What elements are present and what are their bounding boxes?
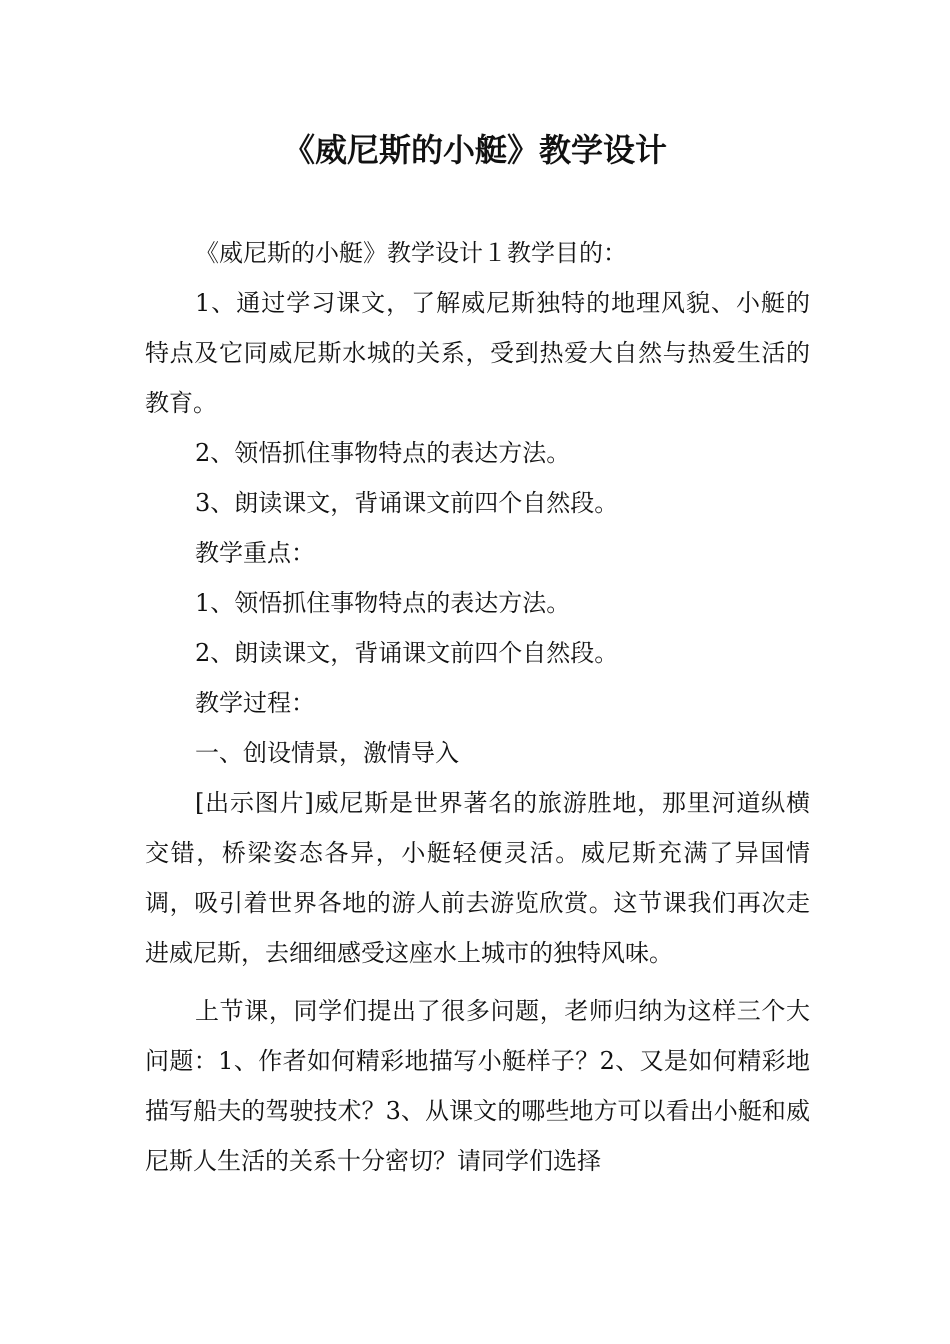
document-title: 《威尼斯的小艇》教学设计: [282, 131, 667, 169]
paragraph-key-point-1: 1、领悟抓住事物特点的表达方法。: [195, 589, 571, 617]
paragraph-venice-intro: [出示图片]威尼斯是世界著名的旅游胜地，那里河道纵横交错，桥梁姿态各异，小艇轻便灵活。威尼斯充满了异国情调，吸引着世界各地的游人前去游览欣赏。这节课我们再次走进威尼斯，去细细感受这座水上城市的独特风味。: [145, 789, 810, 967]
paragraph-objective-2: 2、领悟抓住事物特点的表达方法。: [195, 439, 571, 467]
paragraph-objective-1: 1、通过学习课文，了解威尼斯独特的地理风貌、小艇的特点及它同威尼斯水城的关系，受到热爱大自然与热爱生活的教育。: [145, 289, 810, 417]
paragraph-key-point-2: 2、朗读课文，背诵课文前四个自然段。: [195, 639, 619, 667]
paragraph-process-heading: 教学过程：: [195, 689, 315, 717]
document-body: [145, 228, 810, 1186]
paragraph-intro: 《威尼斯的小艇》教学设计１教学目的：: [195, 239, 627, 267]
paragraph-key-points-heading: 教学重点：: [195, 539, 315, 567]
paragraph-section-1-heading: 一、创设情景，激情导入: [195, 739, 459, 767]
paragraph-three-questions: 上节课，同学们提出了很多问题，老师归纳为这样三个大问题：1、作者如何精彩地描写小艇样子？2、又是如何精彩地描写船夫的驾驶技术？3、从课文的哪些地方可以看出小艇和威尼斯人生活的关系十分密切？请同学们选择: [145, 997, 810, 1175]
paragraph-objective-3: 3、朗读课文，背诵课文前四个自然段。: [195, 489, 619, 517]
